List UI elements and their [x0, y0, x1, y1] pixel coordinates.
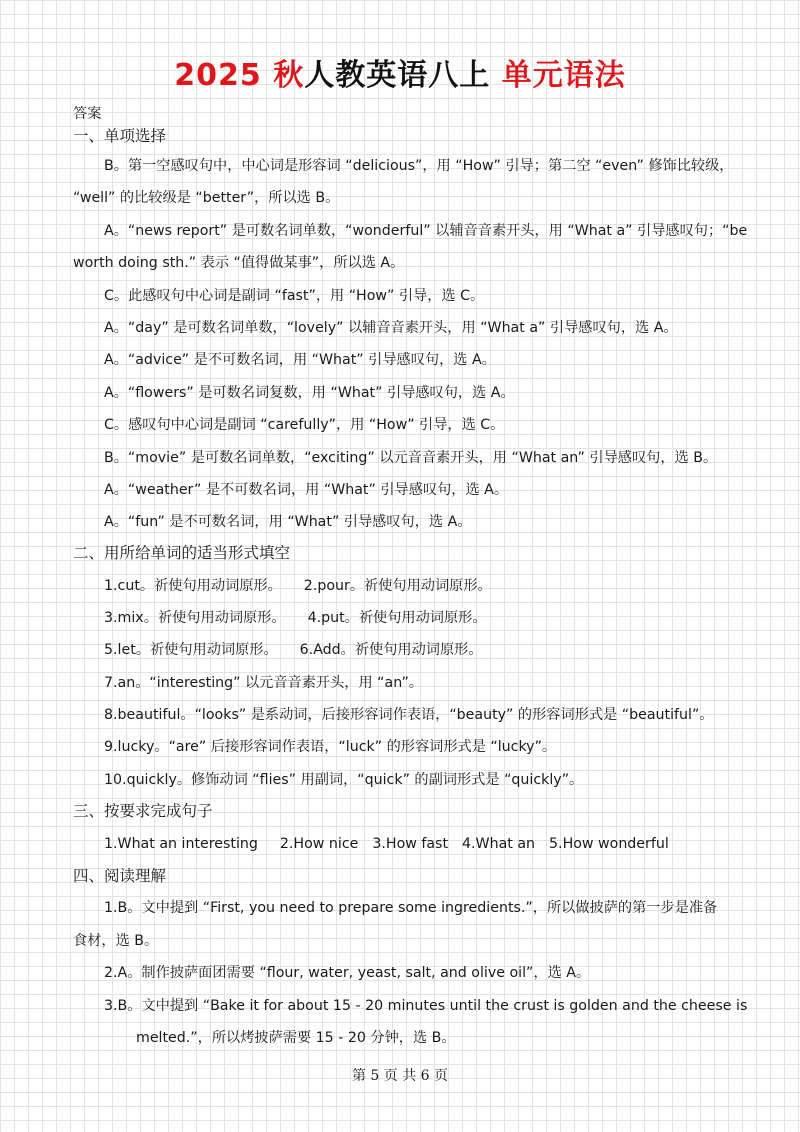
- title-year: 2025 秋: [174, 58, 305, 93]
- s3-answer-2: 2.How nice: [279, 836, 359, 852]
- section-heading-3: 三、按要求完成句子: [73, 802, 213, 820]
- s2-item-3: 3.mix。祈使句用动词原形。: [104, 610, 286, 626]
- answer-label: 答案: [73, 106, 102, 122]
- s1-item-3: C。此感叹句中心词是副词 “fast”，用 “How” 引导，选 C。: [104, 288, 485, 304]
- s4-q3-line-2: melted.”，所以烤披萨需要 15 - 20 分钟，选 B。: [136, 1030, 456, 1046]
- title-topic: 单元语法: [501, 58, 626, 93]
- s2-item-8: 8.beautiful。“looks” 是系动词，后接形容词作表语，“beauty” 的形容词形式是 “beautiful”。: [104, 707, 714, 723]
- s4-q2: 2.A。制作披萨面团需要 “flour, water, yeast, salt, and olive oil”，选 A。: [104, 965, 591, 981]
- s4-q1-line-2: 食材，选 B。: [73, 933, 159, 949]
- s2-row-2: [104, 608, 487, 628]
- section-heading-4: 四、阅读理解: [73, 867, 167, 885]
- s4-q3-line-1: 3.B。文中提到 “Bake it for about 15 - 20 minutes until the crust is golden and the cheese is: [104, 998, 748, 1014]
- s1-item-1-line-2: “well” 的比较级是 “better”，所以选 B。: [73, 190, 340, 206]
- s2-item-1: 1.cut。祈使句用动词原形。: [104, 578, 282, 594]
- s2-item-7: 7.an。“interesting” 以元音音素开头，用 “an”。: [104, 675, 423, 691]
- s4-q1-line-1: 1.B。文中提到 “First, you need to prepare some ingredients.”，所以做披萨的第一步是准备: [104, 900, 718, 916]
- s2-row-3: [104, 640, 483, 660]
- s1-item-5: A。“advice” 是不可数名词，用 “What” 引导感叹句，选 A。: [104, 352, 496, 368]
- s1-item-10: A。“fun” 是不可数名词，用 “What” 引导感叹句，选 A。: [104, 514, 472, 530]
- s3-answer-3: 3.How fast: [372, 836, 449, 852]
- s3-answer-5: 5.How wonderful: [549, 836, 669, 852]
- s1-item-8: B。“movie” 是可数名词单数，“exciting” 以元音音素开头，用 “What an” 引导感叹句，选 B。: [104, 450, 718, 466]
- s2-item-2: 2.pour。祈使句用动词原形。: [303, 578, 492, 594]
- s2-item-5: 5.let。祈使句用动词原形。: [104, 642, 278, 658]
- s3-answer-4: 4.What an: [462, 836, 536, 852]
- s1-item-6: A。“flowers” 是可数名词复数，用 “What” 引导感叹句，选 A。: [104, 385, 515, 401]
- section-heading-1: 一、单项选择: [73, 127, 167, 145]
- s1-item-1-line-1: B。第一空感叹句中，中心词是形容词 “delicious”，用 “How” 引导；第二空 “even” 修饰比较级，: [104, 158, 734, 174]
- s2-item-9: 9.lucky。“are” 后接形容词作表语，“luck” 的形容词形式是 “lucky”。: [104, 739, 557, 755]
- title-subject: 人教英语八上: [304, 58, 502, 93]
- section-heading-2: 二、用所给单词的适当形式填空: [73, 544, 291, 562]
- page-number: 第 5 页 共 6 页: [351, 1068, 449, 1084]
- s1-item-7: C。感叹句中心词是副词 “carefully”，用 “How” 引导，选 C。: [104, 417, 505, 433]
- s1-item-9: A。“weather” 是不可数名词，用 “What” 引导感叹句，选 A。: [104, 482, 509, 498]
- s2-item-4: 4.put。祈使句用动词原形。: [307, 610, 487, 626]
- s2-row-1: [104, 576, 492, 596]
- s2-item-6: 6.Add。祈使句用动词原形。: [299, 642, 483, 658]
- s1-item-2-line-2: worth doing sth.” 表示 “值得做某事”，所以选 A。: [73, 255, 405, 271]
- page-title: [0, 56, 800, 96]
- s3-answer-1: 1.What an interesting: [104, 836, 258, 852]
- s1-item-4: A。“day” 是可数名词单数，“lovely” 以辅音音素开头，用 “What a” 引导感叹句，选 A。: [104, 320, 678, 336]
- s1-item-2-line-1: A。“news report” 是可数名词单数，“wonderful” 以辅音音素开头，用 “What a” 引导感叹句；“be: [104, 223, 748, 239]
- s2-item-10: 10.quickly。修饰动词 “flies” 用副词，“quick” 的副词形式是 “quickly”。: [104, 772, 584, 788]
- s3-answers: [104, 834, 669, 854]
